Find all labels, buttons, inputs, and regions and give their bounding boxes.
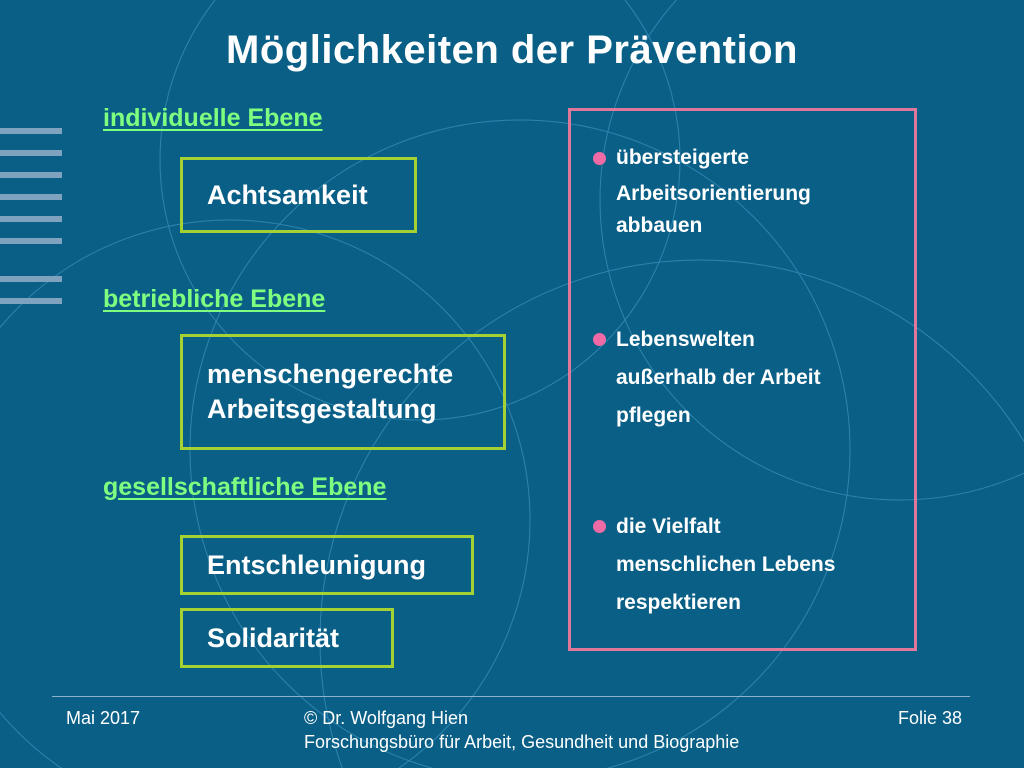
measure-box-arbeitsgestaltung — [180, 334, 506, 450]
measure-text: Solidarität — [207, 622, 340, 653]
level-heading-individual: individuelle Ebene — [103, 104, 323, 132]
decorative-stripes — [0, 128, 62, 320]
measure-text-line-2: Arbeitsgestaltung — [207, 394, 437, 424]
goal-bullet-1: übersteigerte Arbeitsorientierung abbauen — [593, 140, 811, 240]
bullet-dot-icon — [593, 333, 606, 346]
level-heading-society: gesellschaftliche Ebene — [103, 473, 387, 501]
footer-date: Mai 2017 — [66, 708, 141, 728]
bullet-dot-icon — [593, 520, 606, 533]
bullet-dot-icon — [593, 152, 606, 165]
measure-box-solidaritaet — [180, 608, 394, 668]
measure-box-entschleunigung — [180, 535, 474, 595]
slide-title: Möglichkeiten der Prävention — [226, 28, 798, 72]
footer-institution: Forschungsbüro für Arbeit, Gesundheit und Biographie — [304, 732, 740, 752]
level-heading-company: betriebliche Ebene — [103, 285, 326, 313]
goal-bullet-3: die Vielfalt menschlichen Lebens respektieren — [593, 508, 835, 622]
goal-bullet-2: Lebenswelten außerhalb der Arbeit pflegen — [593, 321, 821, 435]
measure-text: Entschleunigung — [207, 549, 426, 580]
measure-text-line-1: menschengerechte — [207, 359, 454, 390]
footer-author: © Dr. Wolfgang Hien — [304, 708, 469, 728]
footer-divider — [52, 696, 970, 697]
footer-slide-number: Folie 38 — [897, 708, 962, 728]
measure-text: Achtsamkeit — [207, 179, 368, 210]
measure-box-achtsamkeit — [180, 157, 417, 233]
